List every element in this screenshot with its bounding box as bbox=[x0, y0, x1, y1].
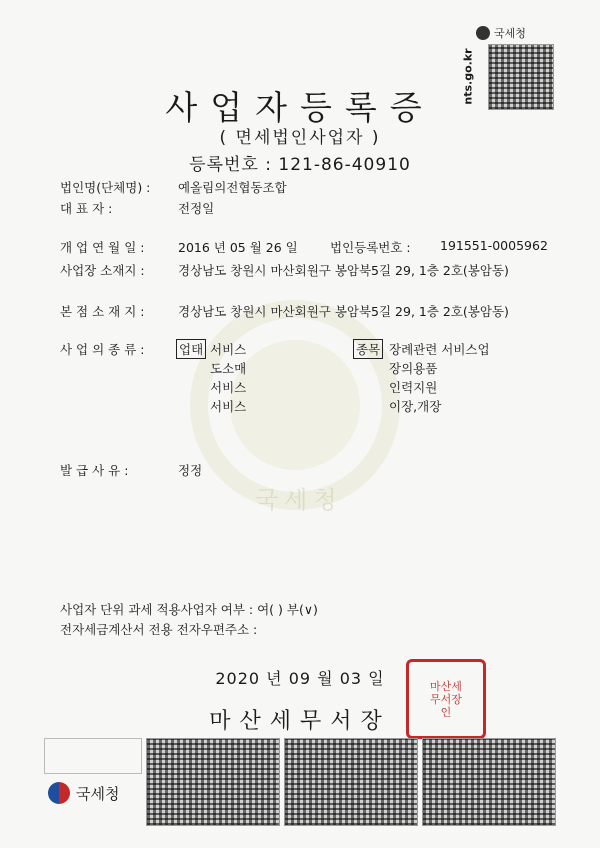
barcode-1 bbox=[146, 738, 280, 826]
watermark-text: 국세청 bbox=[255, 486, 343, 514]
corp-reg-value: 191551-0005962 bbox=[440, 238, 548, 253]
business-category-1: 서비스 bbox=[210, 342, 247, 357]
business-category-tag: 업태 bbox=[176, 339, 206, 359]
nts-emblem-icon bbox=[476, 26, 490, 40]
business-category-2: 도소매 bbox=[210, 361, 247, 376]
barcode-3 bbox=[422, 738, 556, 826]
document-title: 사업자등록증 bbox=[165, 88, 435, 127]
seal-text: 마산세무서장인 bbox=[430, 679, 462, 719]
nts-agency-label: 국세청 bbox=[494, 27, 526, 40]
business-item-2: 장의용품 bbox=[389, 361, 438, 376]
business-item-4: 이장,개장 bbox=[389, 399, 442, 414]
business-item-3: 인력지원 bbox=[389, 380, 438, 395]
nts-logo-text: 국세청 bbox=[76, 785, 120, 803]
issue-date: 2020 년 09 월 03 일 bbox=[215, 669, 385, 688]
business-item-tag: 종목 bbox=[353, 339, 383, 359]
corp-name-label: 법인명(단체명) : bbox=[60, 180, 151, 195]
barcode-2 bbox=[284, 738, 418, 826]
corp-reg-label: 법인등록번호 : bbox=[330, 240, 411, 255]
official-seal-stamp bbox=[406, 659, 486, 739]
tax-office-name: 마산세무서장 bbox=[209, 709, 391, 734]
location-label: 사업장 소재지 : bbox=[60, 263, 145, 278]
watermark-emblem-center bbox=[230, 340, 360, 470]
registration-number: 등록번호 : 121-86-40910 bbox=[189, 155, 411, 175]
location-value: 경상남도 창원시 마산회원구 봉암북5길 29, 1층 2호(봉암동) bbox=[178, 263, 509, 278]
business-type-label: 사 업 의 종 류 : bbox=[60, 342, 145, 357]
nts-site-label: nts.go.kr bbox=[461, 48, 475, 105]
representative-label: 대 표 자 : bbox=[60, 201, 113, 216]
corp-name-value: 예올림의전협동조합 bbox=[178, 180, 287, 195]
business-item-1: 장례관련 서비스업 bbox=[389, 342, 490, 357]
unit-tax-line: 사업자 단위 과세 적용사업자 여부 : 여( ) 부(∨) bbox=[60, 602, 318, 617]
nts-logo-icon bbox=[48, 782, 70, 804]
representative-value: 전정일 bbox=[178, 201, 215, 216]
blank-box bbox=[44, 738, 142, 774]
open-date-label: 개 업 연 월 일 : bbox=[60, 240, 145, 255]
issue-reason-label: 발 급 사 유 : bbox=[60, 463, 129, 478]
head-office-label: 본 점 소 재 지 : bbox=[60, 304, 145, 319]
document-subtitle: ( 면세법인사업자 ) bbox=[219, 128, 381, 148]
issue-reason-value: 정정 bbox=[178, 463, 203, 478]
open-date-value: 2016 년 05 월 26 일 bbox=[178, 240, 298, 255]
head-office-value: 경상남도 창원시 마산회원구 봉암북5길 29, 1층 2호(봉암동) bbox=[178, 304, 509, 319]
email-line: 전자세금계산서 전용 전자우편주소 : bbox=[60, 622, 258, 637]
business-category-3: 서비스 bbox=[210, 380, 247, 395]
business-category-4: 서비스 bbox=[210, 399, 247, 414]
